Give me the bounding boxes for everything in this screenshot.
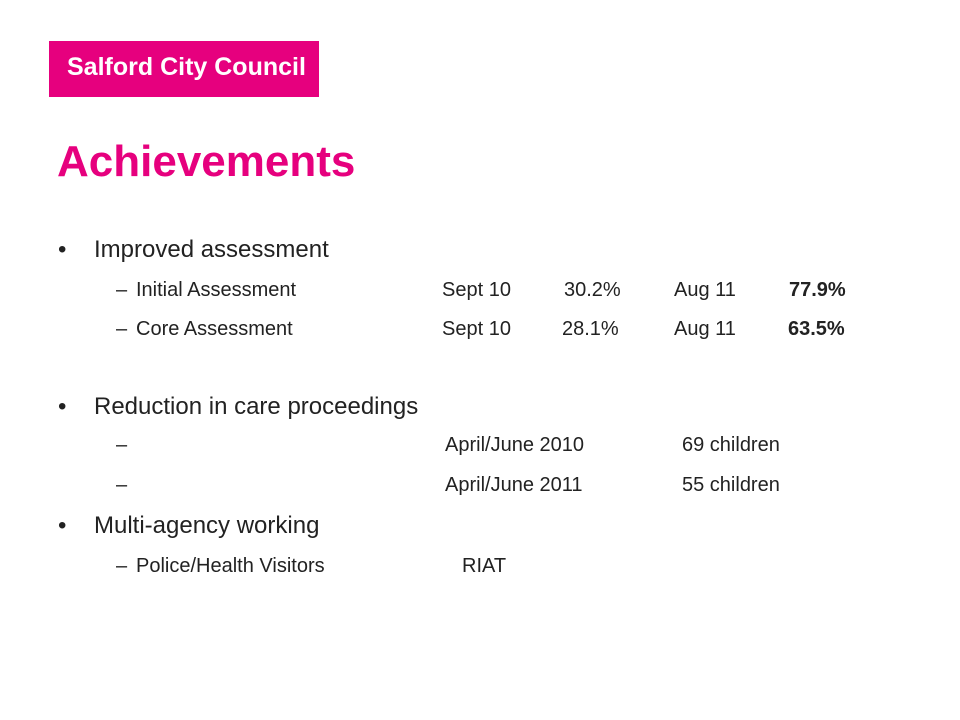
salford-logo: [49, 41, 319, 97]
item-value-2: 63.5%: [788, 318, 845, 340]
item-period: April/June 2011: [445, 474, 583, 496]
slide-title: Achievements: [57, 137, 356, 186]
sub-dash: –: [116, 279, 128, 301]
item-count: 55 children: [682, 474, 780, 496]
bullet-dot: •: [58, 512, 67, 539]
item-period-2: Aug 11: [674, 318, 736, 340]
item-extra: RIAT: [462, 555, 507, 577]
item-period-2: Aug 11: [674, 279, 736, 301]
sub-dash: –: [116, 555, 128, 577]
sub-dash: –: [116, 474, 128, 496]
bullet-label: Reduction in care proceedings: [94, 393, 419, 420]
item-period: April/June 2010: [445, 434, 584, 456]
item-value-2: 77.9%: [789, 279, 846, 301]
bullet-dot: •: [58, 393, 67, 420]
item-label: Police/Health Visitors: [136, 555, 325, 577]
item-label: Initial Assessment: [136, 279, 297, 301]
sub-dash: –: [116, 434, 128, 456]
item-count: 69 children: [682, 434, 780, 456]
item-period-1: Sept 10: [442, 318, 511, 340]
logo-text: Salford City Council: [67, 53, 306, 81]
bullet-label: Improved assessment: [94, 236, 329, 263]
bullet-label: Multi-agency working: [94, 512, 320, 539]
item-label: Core Assessment: [136, 318, 293, 340]
bullet-dot: •: [58, 236, 67, 263]
item-value-1: 28.1%: [562, 318, 619, 340]
item-period-1: Sept 10: [442, 279, 511, 301]
item-value-1: 30.2%: [564, 279, 621, 301]
sub-dash: –: [116, 318, 128, 340]
